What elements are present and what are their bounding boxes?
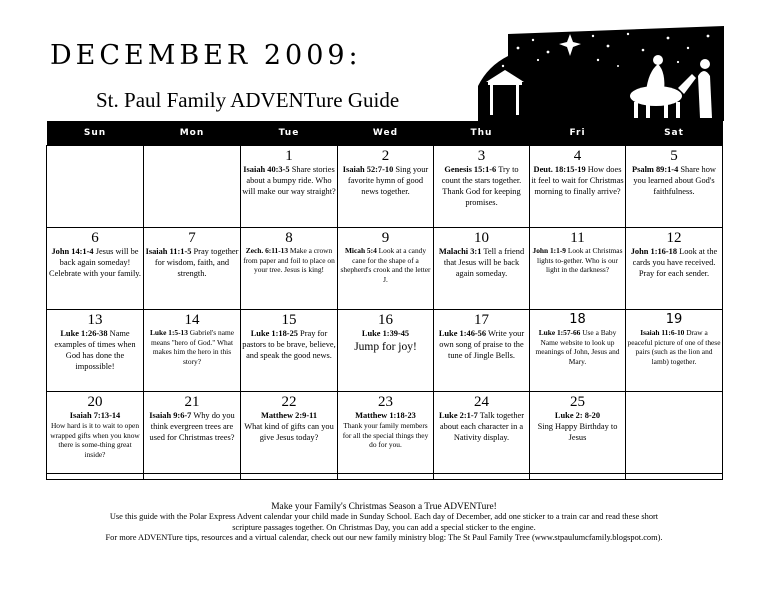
day-entry xyxy=(531,164,624,197)
day-entry xyxy=(627,164,721,197)
day-cell-4 xyxy=(530,146,626,228)
day-activity: Name examples of times when God has done the impossible! xyxy=(54,329,136,371)
nativity-silhouette-illustration xyxy=(478,26,724,121)
day-cell-5 xyxy=(626,146,723,228)
day-activity: How hard is it to wait to open wrapped gifts when you know there is some-thing great inside? xyxy=(50,421,140,459)
day-cell-9 xyxy=(338,228,434,310)
day-entry xyxy=(627,328,721,366)
day-cell-18 xyxy=(530,310,626,392)
day-number: 22 xyxy=(281,394,297,410)
scripture-ref: Luke 1:18-25 xyxy=(250,329,298,338)
day-cell-24 xyxy=(434,392,530,474)
day-activity: Look at the cards you have received. Pray for each sender. xyxy=(632,247,718,278)
scripture-ref: Isaiah 40:3-5 xyxy=(243,165,290,174)
scripture-ref: John 1:16-18 xyxy=(630,247,678,256)
empty-day-cell xyxy=(47,146,144,228)
day-entry xyxy=(339,246,432,284)
day-number: 8 xyxy=(285,230,293,246)
day-activity: Write your own song of praise to the tune of Jingle Bells. xyxy=(439,329,525,360)
day-number: 4 xyxy=(573,148,582,164)
day-number: 21 xyxy=(184,394,200,410)
scripture-ref: Psalm 89:1-4 xyxy=(632,165,679,174)
day-number: 10 xyxy=(474,230,489,246)
day-cell-8 xyxy=(241,228,338,310)
scripture-ref: Luke 2: 8-20 xyxy=(554,411,601,420)
day-cell-14 xyxy=(144,310,241,392)
footer-notes xyxy=(0,502,768,544)
day-number: 24 xyxy=(474,394,489,410)
day-cell-20 xyxy=(47,392,144,474)
scripture-ref: Luke 1:26-38 xyxy=(60,329,108,338)
page-title: DECEMBER 2009: xyxy=(50,40,362,71)
scripture-ref: John 1:1-9 xyxy=(532,246,566,255)
day-activity: How does it feel to wait for Christmas morning to finally arrive? xyxy=(531,165,624,196)
footer-line-2: Use this guide with the Polar Express Advent calendar your child made in Sunday School. Each day of December, add one sticker to a train car and read these short xyxy=(109,512,659,522)
scripture-ref: Micah 5:4 xyxy=(344,246,377,255)
day-cell-3 xyxy=(434,146,530,228)
weekday-fri: Fri xyxy=(530,121,626,146)
scripture-ref: Matthew 1:18-23 xyxy=(355,411,416,420)
day-cell-15 xyxy=(241,310,338,392)
week-row-5 xyxy=(47,474,723,480)
scripture-ref: Malachi 3:1 xyxy=(438,247,482,256)
day-entry xyxy=(627,246,721,279)
day-cell-21 xyxy=(144,392,241,474)
day-entry xyxy=(531,246,624,275)
day-cell-23 xyxy=(338,392,434,474)
weekday-sat: Sat xyxy=(626,121,723,146)
day-entry xyxy=(339,164,432,197)
day-number: 3 xyxy=(477,148,486,164)
day-entry xyxy=(435,328,528,361)
day-activity: Share how you learned about God's faithfulness. xyxy=(633,165,716,196)
day-number: 15 xyxy=(281,312,297,328)
scripture-ref: Matthew 2:9-11 xyxy=(260,411,318,420)
day-number: 20 xyxy=(87,394,103,410)
day-number: 25 xyxy=(570,394,585,410)
day-entry xyxy=(242,164,336,197)
scripture-ref: Luke 1:57-66 xyxy=(538,328,581,337)
scripture-ref: Zech. 6:11-13 xyxy=(245,246,289,255)
day-number: 17 xyxy=(474,312,489,328)
day-number: 19 xyxy=(665,312,683,327)
empty-day-cell xyxy=(626,392,723,474)
day-number: 18 xyxy=(569,312,586,327)
empty-day-cell xyxy=(530,474,626,480)
day-cell-25 xyxy=(530,392,626,474)
day-activity: Thank your family members for all the special things they do for you. xyxy=(342,421,429,449)
day-entry xyxy=(339,410,432,450)
scripture-ref: Deut. 18:15-19 xyxy=(533,165,586,174)
day-entry xyxy=(145,246,239,279)
empty-day-cell xyxy=(241,474,338,480)
day-activity: Jesus will be back again someday! Celebrate with your family. xyxy=(48,247,142,278)
day-number: 23 xyxy=(378,394,393,410)
day-activity: Sing your favorite hymn of good news together. xyxy=(347,165,429,196)
day-number: 11 xyxy=(570,230,585,246)
day-activity: Tell a friend that Jesus will be back again someday. xyxy=(443,247,525,278)
day-cell-10 xyxy=(434,228,530,310)
day-cell-22 xyxy=(241,392,338,474)
day-activity: Sing Happy Birthday to Jesus xyxy=(537,422,618,442)
day-activity: What kind of gifts can you give Jesus today? xyxy=(244,422,334,442)
day-entry xyxy=(435,246,528,279)
day-entry xyxy=(145,328,239,366)
day-cell-2 xyxy=(338,146,434,228)
scripture-ref: Luke 1:5-13 xyxy=(149,328,188,337)
day-entry xyxy=(531,328,624,366)
day-cell-19 xyxy=(626,310,723,392)
weekday-tue: Tue xyxy=(241,121,338,146)
scripture-ref: Genesis 15:1-6 xyxy=(444,165,497,174)
day-number: 12 xyxy=(666,230,682,246)
footer-line-1: Make your Family's Christmas Season a True ADVENTure! xyxy=(271,502,497,512)
week-row-3 xyxy=(47,310,723,392)
day-activity: Try to count the stars together. Thank God for keeping promises. xyxy=(441,165,522,207)
day-number: 5 xyxy=(670,148,678,164)
day-cell-13 xyxy=(47,310,144,392)
day-number: 13 xyxy=(87,312,103,328)
footer-line-3: scripture passages together. On Christmas Day, you can add a special sticker to the engine. xyxy=(232,522,536,532)
day-entry xyxy=(339,328,432,353)
day-entry xyxy=(435,410,528,443)
day-cell-17 xyxy=(434,310,530,392)
scripture-ref: Luke 1:39-45 xyxy=(361,329,410,338)
day-entry xyxy=(48,410,142,459)
day-activity: Look at a candy cane for the shape of a shepherd's crook and the letter J. xyxy=(340,246,431,284)
day-activity: Pray for pastors to be brave, believe, and speak the good news. xyxy=(242,329,336,360)
day-number: 16 xyxy=(378,312,393,328)
day-cell-6 xyxy=(47,228,144,310)
day-cell-16 xyxy=(338,310,434,392)
week-row-2 xyxy=(47,228,723,310)
day-activity: Pray together for wisdom, faith, and strength. xyxy=(154,247,239,278)
day-entry xyxy=(531,410,624,443)
day-entry xyxy=(242,410,336,443)
footer-line-4: For more ADVENTure tips, resources and a virtual calendar, check out our new family ministry blog: The St Paul Family Tree (www.stpaulumcfamily.blogspot.com). xyxy=(105,533,663,543)
day-activity: Share stories about a bumpy ride. Who will make our way straight? xyxy=(242,165,336,196)
day-activity: Gabriel's name means "hero of God." What makes him the hero in this story? xyxy=(150,328,235,366)
empty-day-cell xyxy=(626,474,723,480)
day-entry xyxy=(242,246,336,275)
day-number: 6 xyxy=(91,230,99,246)
day-cell-1 xyxy=(241,146,338,228)
day-activity: Look at Christmas lights to-gether. Who is our light in the darkness? xyxy=(537,246,623,274)
weekday-sun: Sun xyxy=(47,121,144,146)
scripture-ref: Luke 1:46-56 xyxy=(438,329,487,338)
empty-day-cell xyxy=(338,474,434,480)
day-activity: Draw a peaceful picture of one of these pairs (such as the lion and lamb) together. xyxy=(627,328,721,366)
scripture-ref: Isaiah 7:13-14 xyxy=(69,411,121,420)
day-number: 14 xyxy=(184,312,200,328)
weekday-header-row xyxy=(47,121,723,146)
page-subtitle: St. Paul Family ADVENTure Guide xyxy=(96,88,400,112)
day-activity: Why do you think evergreen trees are used for Christmas trees? xyxy=(149,411,235,442)
scripture-ref: Isaiah 52:7-10 xyxy=(342,165,394,174)
day-activity: Make a crown from paper and foil to place on your tree. Jesus is king! xyxy=(243,246,335,274)
day-number: 9 xyxy=(381,230,390,246)
calendar-grid xyxy=(46,121,723,480)
day-cell-7 xyxy=(144,228,241,310)
scripture-ref: Isaiah 11:6-10 xyxy=(640,328,685,337)
scripture-ref: Isaiah 11:1-5 xyxy=(145,247,192,256)
scripture-ref: John 14:1-4 xyxy=(51,247,94,256)
day-entry xyxy=(48,328,142,372)
week-row-1 xyxy=(47,146,723,228)
weekday-mon: Mon xyxy=(144,121,241,146)
empty-day-cell xyxy=(434,474,530,480)
day-entry xyxy=(242,328,336,361)
day-activity: Jump for joy! xyxy=(354,341,417,353)
day-activity: Talk together about each character in a Nativity display. xyxy=(439,411,525,442)
day-cell-11 xyxy=(530,228,626,310)
empty-day-cell xyxy=(47,474,144,480)
empty-day-cell xyxy=(144,146,241,228)
day-activity: Use a Baby Name website to look up meanings of John, Jesus and Mary. xyxy=(535,328,620,366)
day-entry xyxy=(145,410,239,443)
weekday-wed: Wed xyxy=(338,121,434,146)
day-number: 1 xyxy=(285,148,293,164)
weekday-thu: Thu xyxy=(434,121,530,146)
day-entry xyxy=(48,246,142,279)
scripture-ref: Isaiah 9:6-7 xyxy=(149,411,192,420)
week-row-4 xyxy=(47,392,723,474)
day-cell-12 xyxy=(626,228,723,310)
day-number: 2 xyxy=(381,148,390,164)
day-number: 7 xyxy=(188,230,196,246)
empty-day-cell xyxy=(144,474,241,480)
scripture-ref: Luke 2:1-7 xyxy=(438,411,478,420)
day-entry xyxy=(435,164,528,208)
